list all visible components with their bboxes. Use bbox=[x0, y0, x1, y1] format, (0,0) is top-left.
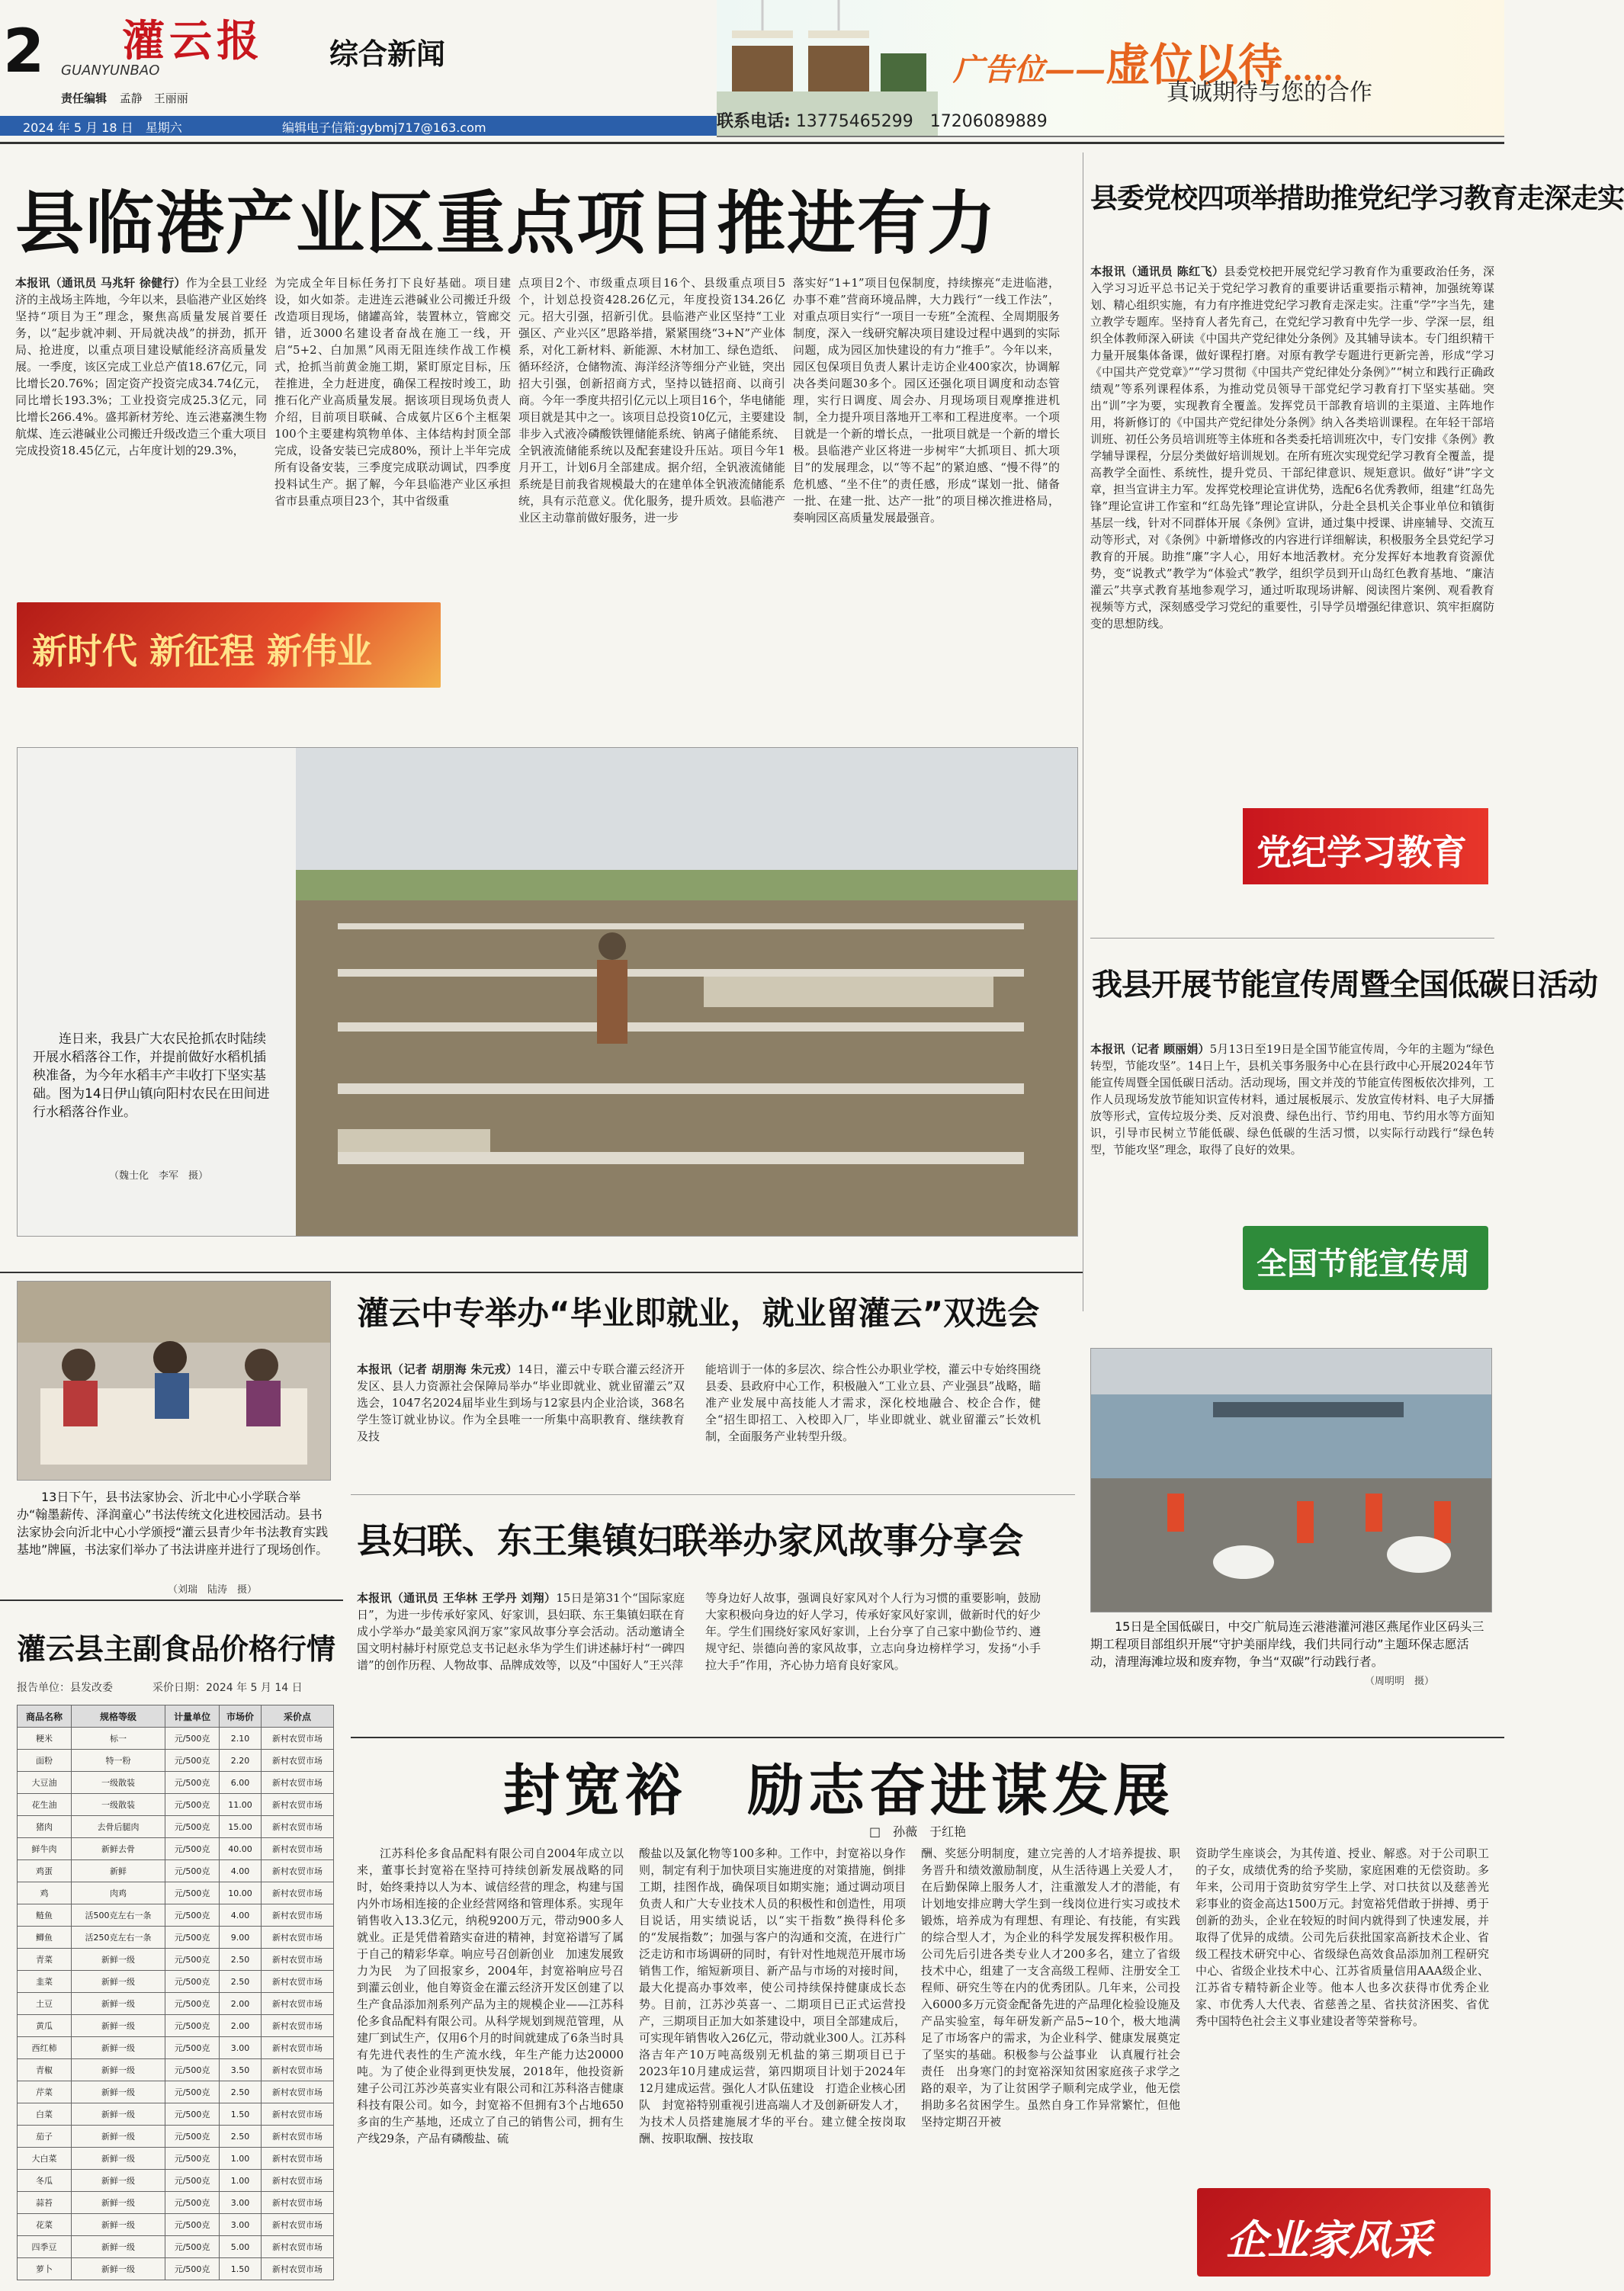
table-cell: 元/500克 bbox=[165, 2236, 220, 2258]
right-divider-1 bbox=[1090, 938, 1494, 939]
editor-email: 编辑电子信箱:gybmj717@163.com bbox=[282, 120, 486, 135]
table-cell: 特一粉 bbox=[71, 1750, 165, 1772]
ad-phone bbox=[717, 108, 1048, 132]
table-row bbox=[18, 1772, 334, 1794]
table-cell: 2.20 bbox=[220, 1750, 262, 1772]
table-cell: 花菜 bbox=[18, 2214, 72, 2236]
rice-photo-credit: （魏士化 李军 摄） bbox=[109, 1170, 209, 1182]
calligraphy-image bbox=[18, 1282, 330, 1480]
price-header-cell: 规格等级 bbox=[71, 1705, 165, 1728]
table-cell: 新村农贸市场 bbox=[261, 1728, 333, 1750]
paper-pinyin: GUANYUNBAO bbox=[61, 63, 160, 79]
table-cell: 新村农贸市场 bbox=[261, 1904, 333, 1927]
calligraphy-credit: （刘瑞 陆涛 摄） bbox=[168, 1584, 258, 1596]
table-cell: 6.00 bbox=[220, 1772, 262, 1794]
table-row bbox=[18, 2148, 334, 2170]
table-cell: 活250克左右一条 bbox=[71, 1927, 165, 1949]
table-cell: 元/500克 bbox=[165, 2015, 220, 2037]
table-cell: 2.50 bbox=[220, 2126, 262, 2148]
ad-headline-c: …… bbox=[1282, 52, 1344, 88]
table-row bbox=[18, 1949, 334, 1971]
table-row bbox=[18, 2037, 334, 2059]
feature-col-2: 酸盐以及氯化物等100多种。工作中，封宽裕以身作则，制定有利于加快项目实施进度的对策措施，倒排工期，挂图作战，确保项目如期实施；通过调动项目负责人和广大专业技术人员的积极性和创造性，用项目说话，用实绩说话，以“实干指数”换得科伦多的“发展指数”；加强与客户的沟通和交流，在进行广泛走访和市场调研的同时，有针对性地规范开展市场销售工作，缩短新项目、新产品与市场的对接时间，最大化提高办事效率，使公司持续保持健康成长态势。目前，江苏沙英喜一、二期项目已正式运营投产，三期项目正加大如茶建设中，项目全部建成后，可实现年销售收入26亿元，带动就业300人。江苏科洛吉年产10万吨高级别无机盐的第三期项目已于2023年10月建成运营，第四期项目计划于2024年12月建成运营。强化人才队伍建设 打造企业核心团队 封宽裕特别重视引进高端人才及创新研发人才，为技术人员搭建施展才华的平台。建立健全按岗取酬、按职取酬、按技取 bbox=[639, 1847, 906, 2145]
price-headline: 灌云县主副食品价格行情 bbox=[17, 1632, 336, 1666]
lead-column-4 bbox=[793, 274, 1060, 732]
table-row bbox=[18, 2059, 334, 2081]
table-cell: 新鲜 bbox=[71, 1860, 165, 1882]
banner-enterprise-text: 企业家风采 bbox=[1226, 2216, 1432, 2264]
table-cell: 11.00 bbox=[220, 1794, 262, 1816]
table-cell: 鲢鱼 bbox=[18, 1904, 72, 1927]
calligraphy-photo bbox=[17, 1281, 331, 1481]
feature-headline: 封宽裕 励志奋进谋发展 bbox=[503, 1758, 1174, 1824]
table-cell: 元/500克 bbox=[165, 1904, 220, 1927]
banner-new-era-text: 新时代 新征程 新伟业 bbox=[32, 631, 373, 672]
table-row bbox=[18, 1728, 334, 1750]
ad-phone-numbers: 13775465299 17206089889 bbox=[795, 112, 1048, 131]
table-cell: 新村农贸市场 bbox=[261, 2214, 333, 2236]
table-row bbox=[18, 1838, 334, 1860]
lead-text-1: 作为全县工业经济的主战场主阵地，今年以来，县临港产业区始终坚持“项目为王”理念，聚焦高质量发展首要任务，以“起步就冲刺、开局就决战”的拼劲，抓开局、抢进度，以重点项目建设赋能经济高质量发展。一季度，该区完成工业总产值18.67亿元，同比增长20.76%；固定资产投资完成34.74亿元，同比增长193.3%；工业投资完成25.3亿元，同比增长266.4%。盛邦新材芳纶、连云港嘉澳生物航煤、连云港碱业公司搬迁升级改造三个重大项目完成投资18.45亿元，占年度计划的29.3%， bbox=[15, 276, 268, 457]
table-cell: 5.00 bbox=[220, 2236, 262, 2258]
table-cell: 新鲜一级 bbox=[71, 2170, 165, 2192]
table-cell: 新鲜一级 bbox=[71, 1949, 165, 1971]
table-cell: 大白菜 bbox=[18, 2148, 72, 2170]
table-row bbox=[18, 2258, 334, 2280]
table-cell: 新鲜一级 bbox=[71, 2015, 165, 2037]
table-cell: 元/500克 bbox=[165, 1750, 220, 1772]
ad-phone-label: 联系电话: bbox=[717, 112, 791, 131]
table-cell: 3.00 bbox=[220, 2192, 262, 2214]
table-cell: 标一 bbox=[71, 1728, 165, 1750]
table-cell: 3.00 bbox=[220, 2037, 262, 2059]
table-row bbox=[18, 1927, 334, 1949]
table-cell: 新村农贸市场 bbox=[261, 1860, 333, 1882]
party-school-headline: 县委党校四项举措助推党纪学习教育走深走实 bbox=[1090, 183, 1624, 214]
table-cell: 1.00 bbox=[220, 2148, 262, 2170]
table-row bbox=[18, 1860, 334, 1882]
table-cell: 肉鸡 bbox=[71, 1882, 165, 1904]
price-table bbox=[17, 1705, 334, 2280]
table-cell: 新村农贸市场 bbox=[261, 2059, 333, 2081]
table-cell: 元/500克 bbox=[165, 1860, 220, 1882]
table-cell: 鲫鱼 bbox=[18, 1927, 72, 1949]
table-cell: 新鲜一级 bbox=[71, 2081, 165, 2103]
table-cell: 黄瓜 bbox=[18, 2015, 72, 2037]
table-cell: 新村农贸市场 bbox=[261, 1949, 333, 1971]
lead-text-2: 为完成全年目标任务打下良好基础。项目建设，如火如荼。走进连云港碱业公司搬迁升级改造项目现场，储罐高耸，装置林立，管廊交错，近3000名建设者奋战在施工一线，开启“5+2、白加黑”风雨无阻连续作战工作模式，抢抓当前黄金施工期，紧盯原定目标，压茬推进，全力赶进度，确保工程按时竣工，助推石化产业高质量发展。据该项目现场负责人介绍，目前项目联碱、合成氨片区6个主框架100个主要建构筑物单体、主体结构封顶全部完成，设备安装已完成80%，预计上半年完成所有设备安装，三季度完成联动调试，四季度投料试生产。据了解，今年县临港产业区承担省市县重点项目23个，其中省级重 bbox=[274, 276, 511, 508]
table-cell: 2.50 bbox=[220, 1949, 262, 1971]
energy-week-body: 5月13日至19日是全国节能宣传周，今年的主题为“绿色转型，节能攻坚”。14日上午，县机关事务服务中心在县行政中心开展2024年节能宣传周暨全国低碳日活动。活动现场，围文并茂的节能宣传图板依次排列，工作人员现场发放节能知识宣传材料，通过展板展示、发放宣传材料、电子大屏播放等形式，宣传垃圾分类、反对浪费、绿色出行、节约用电、节约用水等方面知识，引导市民树立节能低碳、绿色低碳的生活习惯，以实际行动践行“绿色转型，节能攻坚”理念，取得了良好的效果。 bbox=[1090, 1042, 1494, 1157]
table-cell: 大豆油 bbox=[18, 1772, 72, 1794]
table-cell: 新鲜一级 bbox=[71, 2126, 165, 2148]
table-cell: 一级散装 bbox=[71, 1794, 165, 1816]
table-row bbox=[18, 1750, 334, 1772]
party-school-text bbox=[1090, 263, 1494, 896]
family-story-text-2: 等身边好人故事，强调良好家风对个人行为习惯的重要影响，鼓励大家积极向身边的好人学习，传承好家风好家训，做新时代的好少年。学生们围绕好家风好家训，上台分享了自己家中勤俭节约、遵规守纪、崇德向善的家风故事，立志向身边榜样学习，发扬“小手拉大手”作用，齐心协力培育良好家风。 bbox=[705, 1591, 1041, 1672]
banner-party-text: 党纪学习教育 bbox=[1257, 832, 1467, 873]
table-cell: 新村农贸市场 bbox=[261, 1794, 333, 1816]
table-cell: 2.00 bbox=[220, 1993, 262, 2015]
price-header-cell: 采价点 bbox=[261, 1705, 333, 1728]
rice-field-image bbox=[18, 748, 1077, 1236]
table-cell: 15.00 bbox=[220, 1816, 262, 1838]
table-cell: 2.50 bbox=[220, 2081, 262, 2103]
table-row bbox=[18, 1882, 334, 1904]
party-school-body: 县委党校把开展党纪学习教育作为重要政治任务，深入学习习近平总书记关于党纪学习教育的重要讲话重要指示精神，加强统筹谋划、精心组织实施，有力有序推进党纪学习教育走深走实。注重“学”字当先，建立教学专题库。坚持育人者先育己，在党纪学习教育中先学一步、学深一层，组织全体教师深入研读《中国共产党纪律处分条例》及其辅导读本。专门组织精干力量开展集体备课，做好课程打磨。对原有教学专题进行更新完善，形成“学习《中国共产党党章》”“学习贯彻《中国共产党纪律处分条例》”“树立和践行正确政绩观”等系列课程体系，为推动党员领导干部党纪学习教育打下坚实基础。突出“训”字为要，实现教育全覆盖。发挥党员干部教育培训的主渠道、主阵地作用，将新修订的《中国共产党纪律处分条例》纳入各类培训课程。在年轻干部培训班、初任公务员培训班等主体班和各类委托培训班次中，专门安排《条例》教学辅导课程，分层分类做好培训规划。在所有班次实现党纪学习教育全覆盖，提高教学全面性、系统性，提升党员、干部纪律意识、规矩意识。做好“讲”字文章，担当宣讲主力军。发挥党校理论宣讲优势，选配6名优秀教师，组建“红岛先锋”理论宣讲工作室和“红岛先锋”理论宣讲队，分赴全县机关企事业单位和镇街基层一线，针对不同群体开展《条例》宣讲，通过集中授课、讲座辅导、交流互动等形式，对《条例》中新增修改的内容进行详细解读，积极服务全县党纪学习教育的开展。助推“廉”字人心，用好本地活教材。充分发挥好本地教育资源优势，变“说教式”教学为“体验式”教学，组织学员到开山岛红色教育基地、“廉洁灌云”共享式教育基地参观学习，通过听取现场讲解、阅读图片案例、观看教育视频等方式，深刻感受学习党纪的重要性，引导学员增强纪律意识、筑牢拒腐防变的思想防线。 bbox=[1090, 265, 1494, 631]
ad-headline-a: 广告位—— bbox=[953, 52, 1106, 88]
section-label: 综合新闻 bbox=[329, 37, 446, 71]
table-cell: 新村农贸市场 bbox=[261, 2103, 333, 2126]
banner-energy-text: 全国节能宣传周 bbox=[1257, 1247, 1470, 1282]
price-header-cell: 计量单位 bbox=[165, 1705, 220, 1728]
editor-label: 责任编辑 bbox=[61, 91, 108, 105]
beach-cleanup-image bbox=[1091, 1349, 1491, 1612]
family-story-headline: 县妇联、东王集镇妇联举办家风故事分享会 bbox=[357, 1520, 1023, 1561]
table-row bbox=[18, 1794, 334, 1816]
table-row bbox=[18, 2126, 334, 2148]
table-cell: 元/500克 bbox=[165, 2103, 220, 2126]
price-header-cell: 商品名称 bbox=[18, 1705, 72, 1728]
table-cell: 元/500克 bbox=[165, 2192, 220, 2214]
table-cell: 元/500克 bbox=[165, 2258, 220, 2280]
table-cell: 2.50 bbox=[220, 1971, 262, 1993]
table-cell: 鸡蛋 bbox=[18, 1860, 72, 1882]
table-cell: 粳米 bbox=[18, 1728, 72, 1750]
table-cell: 冬瓜 bbox=[18, 2170, 72, 2192]
table-cell: 元/500克 bbox=[165, 2081, 220, 2103]
table-cell: 茄子 bbox=[18, 2126, 72, 2148]
editor-line bbox=[61, 90, 188, 106]
beach-cleanup-photo bbox=[1090, 1348, 1492, 1612]
banner-enterprise bbox=[1197, 2188, 1491, 2277]
price-header-cell: 市场价 bbox=[220, 1705, 262, 1728]
job-fair-headline: 灌云中专举办“毕业即就业，就业留灌云”双选会 bbox=[357, 1295, 1040, 1332]
table-cell: 蒜苔 bbox=[18, 2192, 72, 2214]
ad-headline-b: 虚位以待 bbox=[1106, 39, 1283, 91]
banner-energy-week bbox=[1243, 1226, 1488, 1290]
table-cell: 元/500克 bbox=[165, 1794, 220, 1816]
table-cell: 4.00 bbox=[220, 1860, 262, 1882]
beach-cleanup-credit: （周明明 摄） bbox=[1365, 1676, 1435, 1687]
energy-week-headline: 我县开展节能宣传周暨全国低碳日活动 bbox=[1092, 967, 1597, 1003]
table-cell: 去骨后腿肉 bbox=[71, 1816, 165, 1838]
family-story-col-1 bbox=[357, 1590, 685, 1738]
feature-byline: □ 孙薇 于红艳 bbox=[869, 1824, 967, 1839]
table-cell: 新村农贸市场 bbox=[261, 1816, 333, 1838]
table-cell: 韭菜 bbox=[18, 1971, 72, 1993]
table-cell: 元/500克 bbox=[165, 1949, 220, 1971]
table-cell: 新村农贸市场 bbox=[261, 2037, 333, 2059]
price-table-header bbox=[18, 1705, 334, 1728]
party-school-byline: 本报讯（通讯员 陈红飞） bbox=[1090, 265, 1224, 278]
job-fair-byline: 本报讯（记者 胡朋海 朱元戎） bbox=[357, 1362, 518, 1376]
table-cell: 2.00 bbox=[220, 2015, 262, 2037]
banner-party-discipline bbox=[1243, 808, 1488, 884]
table-cell: 元/500克 bbox=[165, 2059, 220, 2081]
table-cell: 元/500克 bbox=[165, 2037, 220, 2059]
table-cell: 新村农贸市场 bbox=[261, 2236, 333, 2258]
feature-col-1: 江苏科伦多食品配料有限公司自2004年成立以来，董事长封宽裕在坚持可持续创新发展战略的同时，始终秉持以人为本、诚信经营的理念，构建与国内外市场相连接的企业经营网络和管理体系。实现年销售收入13.3亿元，纳税9200万元，带动900多人就业。正是凭借着踏实奋进的精神，封宽裕谱写了属于自己的精彩华章。响应号召创新创业 加速发展致力为民 为了回报家乡，2004年，封宽裕响应号召到灌云创业，他自筹资金在灌云经济开发区创建了以生产食品添加剂系列产品为主的规模企业——江苏科伦多食品配料有限公司。从科学规划到规范管理，从建厂到试生产，仅用6个月的时间就建成了6条当时具有先进代表性的生产流水线，年生产能力达20000吨。为了使企业得到更快发展，2018年，他投资新建子公司江苏沙英喜实业有限公司和江苏科洛吉健康科技有限公司。如今，封宽裕不但拥有3个占地650多亩的生产基地，还成立了自己的销售公司，拥有生产线29条，产品有磷酸盐、硫 bbox=[357, 1847, 624, 2145]
job-fair-col-2 bbox=[705, 1361, 1041, 1490]
table-cell: 9.00 bbox=[220, 1927, 262, 1949]
table-row bbox=[18, 2015, 334, 2037]
family-story-byline: 本报讯（通讯员 王华林 王学丹 刘翔） bbox=[357, 1591, 557, 1605]
table-cell: 1.00 bbox=[220, 2170, 262, 2192]
table-cell: 新鲜一级 bbox=[71, 2192, 165, 2214]
lead-byline: 本报讯（通讯员 马兆轩 徐健行） bbox=[15, 276, 186, 290]
table-cell: 新鲜一级 bbox=[71, 1971, 165, 1993]
page-number: 2 bbox=[3, 18, 45, 86]
table-cell: 3.50 bbox=[220, 2059, 262, 2081]
price-date: 采价日期：2024 年 5 月 14 日 bbox=[152, 1682, 303, 1694]
table-cell: 青菜 bbox=[18, 1949, 72, 1971]
table-row bbox=[18, 2192, 334, 2214]
table-cell: 四季豆 bbox=[18, 2236, 72, 2258]
banner-new-era bbox=[17, 602, 441, 688]
table-cell: 西红柿 bbox=[18, 2037, 72, 2059]
ad-box bbox=[717, 0, 1504, 137]
table-row bbox=[18, 2103, 334, 2126]
table-row bbox=[18, 1904, 334, 1927]
table-cell: 1.50 bbox=[220, 2258, 262, 2280]
family-story-text-1: 15日是第31个“国际家庭日”，为进一步传承好家风、好家训，县妇联、东王集镇妇联在育成小学举办“最美家风润万家”家风故事分享会活动。活动邀请全国文明村赫圩村原党总支书记赵永华为学生们讲述赫圩村“一碑四谱”的创作历程、人物故事、品牌成效等，以及“中国好人”王兴萍 bbox=[357, 1591, 685, 1672]
lead-headline: 县临港产业区重点项目推进有力 bbox=[15, 184, 997, 264]
table-cell: 新村农贸市场 bbox=[261, 1927, 333, 1949]
masthead-rule bbox=[0, 142, 1504, 144]
table-cell: 花生油 bbox=[18, 1794, 72, 1816]
table-cell: 新村农贸市场 bbox=[261, 1838, 333, 1860]
table-cell: 新鲜一级 bbox=[71, 2258, 165, 2280]
table-cell: 鸡 bbox=[18, 1882, 72, 1904]
table-cell: 新鲜一级 bbox=[71, 1993, 165, 2015]
price-reporter: 报告单位：县发改委 bbox=[17, 1682, 113, 1694]
table-cell: 元/500克 bbox=[165, 1728, 220, 1750]
calligraphy-caption: 13日下午，县书法家协会、沂北中心小学联合举办“翰墨薪传、泽润童心”书法传统文化进校园活动。县书法家协会向沂北中心小学颁授“灌云县青少年书法教育实践基地”牌匾，书法家们举办了书法讲座并进行了现场创作。 bbox=[17, 1490, 329, 1557]
table-cell: 40.00 bbox=[220, 1838, 262, 1860]
lead-text-4: 落实好“1+1”项目包保制度，持续擦亮“走进临港，办事不难”营商环境品牌，大力践行“一线工作法”，对重点项目实行“一项目一专班”全流程、全周期服务制度，深入一线研究解决项目建设过程中遇到的实际问题，成为园区加快建设的有力“推手”。今年以来，园区包保项目负责人累计走访企业400家次，协调解决各类问题30多个。园区还强化项目调度和动态管理，实行日调度、周会办、月现场项目观摩推进机制，全力提升项目落地开工率和工程进度率。一个项目就是一个新的增长点，一批项目就是一个新的增长极。县临港产业区将进一步树牢“大抓项目、抓大项目”的发展理念，以“等不起”的紧迫感、“慢不得”的危机感、“坐不住”的责任感，形成“谋划一批、储备一批、在建一批、达产一批”的项目梯次推进格局，奏响园区高质量发展最强音。 bbox=[793, 276, 1060, 525]
lower-rule bbox=[351, 1737, 1504, 1738]
table-cell: 元/500克 bbox=[165, 2214, 220, 2236]
table-cell: 新村农贸市场 bbox=[261, 1772, 333, 1794]
table-cell: 元/500克 bbox=[165, 2170, 220, 2192]
lead-text-3: 点项目2个、市级重点项目16个、县级重点项目5个，计划总投资428.26亿元，年度投资134.26亿元。招大引强，招新引优。县临港产业区坚持“工业强区、产业兴区”思路举措，紧紧围绕“3+N”产业体系，对化工新材料、新能源、木材加工、绿色造纸、循环经济，仓储物流、海洋经济等细分产业链，突出招大引强，创新招商方式，坚持以链招商、以商引商。今年一季度共招引亿元以上项目16个，华电储能项目就是其中之一。该项目总投资10亿元，主要建设非步入式液冷磷酸铁锂储能系统、钠离子储能系统、全钒液流储能系统以及配套建设升压站。项目今年1月开工，计划6月全部建成。据介绍，全钒液流储能系统是目前我省规模最大的在建单体全钒液流储能系统，具有示范意义。优化服务，提升质效。县临港产业区主动靠前做好服务，进一步 bbox=[518, 276, 785, 525]
table-cell: 新村农贸市场 bbox=[261, 1882, 333, 1904]
table-cell: 新鲜一级 bbox=[71, 2103, 165, 2126]
table-cell: 土豆 bbox=[18, 1993, 72, 2015]
table-cell: 新鲜一级 bbox=[71, 2148, 165, 2170]
price-table-body bbox=[18, 1728, 334, 2280]
rice-field-photo bbox=[17, 747, 1078, 1237]
job-fair-text-2: 能培训于一体的多层次、综合性公办职业学校，灌云中专始终围绕县委、县政府中心工作，积极融入“工业立县、产业强县”战略，瞄准产业发展中高技能人才需求，深化校地融合、校企合作，健全“招生即招工、入校即入厂，毕业即就业、就业留灌云”长效机制，全面服务产业转型升级。 bbox=[705, 1362, 1041, 1443]
table-cell: 新鲜去骨 bbox=[71, 1838, 165, 1860]
table-row bbox=[18, 1993, 334, 2015]
table-cell: 元/500克 bbox=[165, 1838, 220, 1860]
table-cell: 青椒 bbox=[18, 2059, 72, 2081]
job-fair-text-1: 14日，灌云中专联合灌云经济开发区、县人力资源社会保障局举办“毕业即就业、就业留灌云”双选会，1047名2024届毕业生到场与12家县内企业洽谈，368名学生签订就业协议。作为全县唯一一所集中高职教育、继续教育及技 bbox=[357, 1362, 685, 1443]
table-cell: 新村农贸市场 bbox=[261, 2015, 333, 2037]
table-row bbox=[18, 1971, 334, 1993]
table-cell: 新村农贸市场 bbox=[261, 2258, 333, 2280]
table-row bbox=[18, 2170, 334, 2192]
table-cell: 元/500克 bbox=[165, 1927, 220, 1949]
table-cell: 10.00 bbox=[220, 1882, 262, 1904]
feature-col-3: 酬、奖惩分明制度，建立完善的人才培养提拔、职务晋升和绩效激励制度，从生活待遇上关爱人才，在后勤保障上服务人才，注重激发人才的潜能，有计划地安排应聘大学生到一线岗位进行实习或技术锻炼，培养成为有理想、有理论、有技能，有实践的综合型人才，为企业的科学发展发挥积极作用。公司先后引进各类专业人才200多名，建立了省级技术中心，组建了一支含高级工程师、注册安全工程师、研究生等在内的优秀团队。几年来，公司投入6000多万元资金配备先进的产品理化检验设施及产品实验室，每年研发新产品5~10个，极大地满足了市场客户的需求，为企业科学、健康发展奠定了坚实的基础。积极参与公益事业 认真履行社会责任 出身寒门的封宽裕深知贫困家庭孩子求学之路的艰辛，为了让贫困学子顺利完成学业，他无偿捐助多名贫困学生。虽然自身工作异常繁忙，但他坚持定期召开被 bbox=[921, 1847, 1180, 2129]
table-cell: 新鲜一级 bbox=[71, 2214, 165, 2236]
beach-cleanup-caption: 15日是全国低碳日，中交广航局连云港港灌河港区燕尾作业区码头三期工程项目部组织开展“守护美丽岸线，我们共同行动”主题环保志愿活动，清理海滩垃圾和废弃物，争当“双碳”行动践行者。 bbox=[1090, 1619, 1484, 1669]
table-cell: 新村农贸市场 bbox=[261, 2148, 333, 2170]
mid-rule bbox=[0, 1272, 1083, 1273]
table-cell: 新村农贸市场 bbox=[261, 2126, 333, 2148]
table-cell: 新村农贸市场 bbox=[261, 2081, 333, 2103]
table-cell: 新村农贸市场 bbox=[261, 2192, 333, 2214]
table-cell: 元/500克 bbox=[165, 1993, 220, 2015]
lead-column-3 bbox=[518, 274, 785, 732]
table-row bbox=[18, 2236, 334, 2258]
table-cell: 新鲜一级 bbox=[71, 2037, 165, 2059]
paper-logo: 灌云报 bbox=[122, 16, 264, 66]
table-cell: 元/500克 bbox=[165, 1816, 220, 1838]
table-cell: 2.10 bbox=[220, 1728, 262, 1750]
table-cell: 3.00 bbox=[220, 2214, 262, 2236]
table-row bbox=[18, 1816, 334, 1838]
table-cell: 面粉 bbox=[18, 1750, 72, 1772]
story4-rule bbox=[351, 1494, 1075, 1495]
family-story-col-2 bbox=[705, 1590, 1041, 1738]
table-cell: 元/500克 bbox=[165, 1882, 220, 1904]
table-cell: 4.00 bbox=[220, 1904, 262, 1927]
table-cell: 新鲜一级 bbox=[71, 2236, 165, 2258]
issue-date: 2024 年 5 月 18 日 星期六 bbox=[23, 120, 182, 135]
table-cell: 芹菜 bbox=[18, 2081, 72, 2103]
table-cell: 1.50 bbox=[220, 2103, 262, 2126]
table-cell: 新鲜一级 bbox=[71, 2059, 165, 2081]
table-cell: 新村农贸市场 bbox=[261, 2170, 333, 2192]
table-cell: 元/500克 bbox=[165, 2148, 220, 2170]
price-section-rule bbox=[0, 1600, 343, 1601]
table-cell: 新村农贸市场 bbox=[261, 1993, 333, 2015]
table-cell: 活500克左右一条 bbox=[71, 1904, 165, 1927]
table-cell: 猪肉 bbox=[18, 1816, 72, 1838]
table-cell: 鲜牛肉 bbox=[18, 1838, 72, 1860]
table-cell: 新村农贸市场 bbox=[261, 1971, 333, 1993]
editor-names: 孟静 王丽丽 bbox=[119, 91, 188, 105]
ad-tagline: 真诚期待与您的合作 bbox=[1167, 79, 1372, 106]
table-cell: 元/500克 bbox=[165, 1971, 220, 1993]
table-row bbox=[18, 2214, 334, 2236]
table-cell: 白菜 bbox=[18, 2103, 72, 2126]
table-cell: 元/500克 bbox=[165, 2126, 220, 2148]
table-row bbox=[18, 2081, 334, 2103]
energy-week-byline: 本报讯（记者 顾丽娟） bbox=[1090, 1042, 1210, 1056]
job-fair-col-1 bbox=[357, 1361, 685, 1490]
rice-photo-caption: 连日来，我县广大农民抢抓农时陆续开展水稻落谷工作，并提前做好水稻机插秧准备，为今年水稻丰产丰收打下坚实基础。图为14日伊山镇向阳村农民在田间进行水稻落谷作业。 bbox=[33, 1032, 270, 1120]
table-cell: 萝卜 bbox=[18, 2258, 72, 2280]
feature-col-4: 资助学生座谈会，为其传道、授业、解惑。对于公司职工的子女，成绩优秀的给予奖励，家庭困难的无偿资助。多年来，公司用于资助贫穷学生上学、对口扶贫以及慈善光彩事业的资金高达1500万元。封宽裕凭借敢于拼搏、勇于创新的劲头，企业在较短的时间内就得到了快速发展，并取得了优异的成绩。公司先后获批国家高新技术企业、省级工程技术研究中心、省级绿色高效食品添加剂工程研究中心、省级企业技术中心、江苏省质量信用AAA级企业、江苏省专精特新企业等。他本人也多次获得市优秀企业家、市优秀人大代表、省慈善之星、省扶贫济困奖、省优秀中国特色社会主义事业建设者等荣誉称号。 bbox=[1196, 1847, 1490, 2028]
table-cell: 一级散装 bbox=[71, 1772, 165, 1794]
table-cell: 新村农贸市场 bbox=[261, 1750, 333, 1772]
masthead bbox=[0, 0, 1504, 142]
table-cell: 元/500克 bbox=[165, 1772, 220, 1794]
